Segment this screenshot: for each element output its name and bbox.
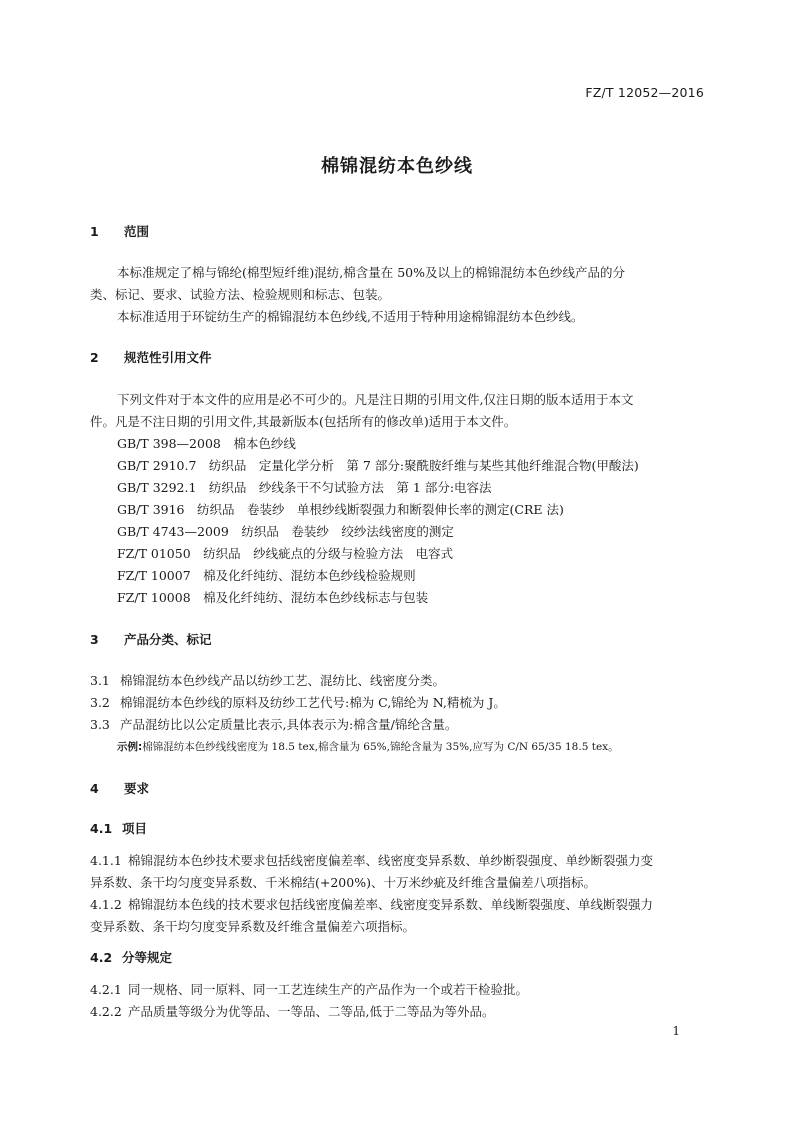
paragraph-line: 下列文件对于本文件的应用是必不可少的。凡是注日期的引用文件,仅注日期的版本适用于本文 (117, 392, 634, 407)
standard-number: FZ/T 12052—2016 (585, 85, 704, 100)
paragraph-line: 本标准规定了棉与锦纶(棉型短纤维)混纺,棉含量在 50%及以上的棉锦混纺本色纱线产品的分 (117, 265, 625, 280)
clause-text: 棉锦混纺本色纱线产品以纺纱工艺、混纺比、线密度分类。 (120, 673, 446, 688)
clause-number: 3.2 (90, 695, 110, 710)
subsection-4-2-heading (90, 948, 172, 966)
paragraph-line: 异系数、条干均匀度变异系数、千米棉结(+200%)、十万米纱疵及纤维含量偏差八项指标。 (90, 875, 596, 890)
paragraph-line: 件。凡是不注日期的引用文件,其最新版本(包括所有的修改单)适用于本文件。 (90, 414, 517, 429)
reference-item: GB/T 3292.1 纺织品 纱线条干不匀试验方法 第 1 部分:电容法 (117, 480, 492, 495)
subsection-4-1-heading (90, 819, 147, 837)
section-title: 要求 (124, 781, 150, 796)
clause-text: 棉锦混纺本色线的技术要求包括线密度偏差率、线密度变异系数、单线断裂强度、单线断裂强力 (128, 897, 654, 912)
example-label: 示例: (117, 741, 143, 753)
subsection-title: 分等规定 (122, 950, 173, 965)
page-number: 1 (672, 1024, 680, 1038)
section-3-heading (90, 630, 212, 648)
clause-4-1-1 (90, 851, 653, 869)
example-note (117, 739, 619, 754)
subsection-number: 4.1 (90, 821, 113, 836)
section-4-heading (90, 779, 149, 797)
clause-text: 棉锦混纺本色纱技术要求包括线密度偏差率、线密度变异系数、单纱断裂强度、单纱断裂强力变 (128, 853, 654, 868)
clause-number: 4.1.1 (90, 853, 122, 868)
clause-3-2 (90, 693, 506, 711)
paragraph-line: 类、标记、要求、试验方法、检验规则和标志、包装。 (90, 287, 391, 302)
clause-text: 棉锦混纺本色纱线的原料及纺纱工艺代号:棉为 C,锦纶为 N,精梳为 J。 (120, 695, 506, 710)
example-text: 棉锦混纺本色纱线线密度为 18.5 tex,棉含量为 65%,锦纶含量为 35%,应写为 C/N 65/35 18.5 tex。 (142, 741, 619, 753)
document-title: 棉锦混纺本色纱线 (321, 156, 473, 177)
section-title: 规范性引用文件 (124, 350, 212, 365)
subsection-title: 项目 (122, 821, 148, 836)
clause-4-1-2 (90, 895, 653, 913)
reference-item: FZ/T 10007 棉及化纤纯纺、混纺本色纱线检验规则 (117, 568, 416, 583)
reference-item: GB/T 398—2008 棉本色纱线 (117, 436, 296, 451)
section-2-heading (90, 348, 212, 366)
section-number: 3 (90, 632, 99, 647)
section-1-heading (90, 222, 149, 240)
section-number: 4 (90, 781, 99, 796)
reference-item: FZ/T 01050 纺织品 纱线疵点的分级与检验方法 电容式 (117, 546, 454, 561)
reference-item: FZ/T 10008 棉及化纤纯纺、混纺本色纱线标志与包装 (117, 590, 429, 605)
paragraph-line: 变异系数、条干均匀度变异系数及纤维含量偏差六项指标。 (90, 919, 416, 934)
clause-4-2-2 (90, 1002, 494, 1020)
subsection-number: 4.2 (90, 950, 113, 965)
clause-number: 3.1 (90, 673, 110, 688)
paragraph-line: 本标准适用于环锭纺生产的棉锦混纺本色纱线,不适用于特种用途棉锦混纺本色纱线。 (117, 309, 584, 324)
clause-text: 同一规格、同一原料、同一工艺连续生产的产品作为一个或若干检验批。 (128, 982, 529, 997)
clause-text: 产品混纺比以公定质量比表示,具体表示为:棉含量/锦纶含量。 (120, 717, 458, 732)
reference-item: GB/T 4743—2009 纺织品 卷装纱 绞纱法线密度的测定 (117, 524, 454, 539)
clause-3-1 (90, 671, 445, 689)
section-title: 产品分类、标记 (124, 632, 212, 647)
reference-item: GB/T 3916 纺织品 卷装纱 单根纱线断裂强力和断裂伸长率的测定(CRE 法) (117, 502, 564, 517)
clause-3-3 (90, 715, 457, 733)
section-title: 范围 (124, 224, 150, 239)
clause-4-2-1 (90, 980, 528, 998)
clause-text: 产品质量等级分为优等品、一等品、二等品,低于二等品为等外品。 (128, 1004, 495, 1019)
clause-number: 3.3 (90, 717, 110, 732)
section-number: 1 (90, 224, 99, 239)
clause-number: 4.2.2 (90, 1004, 122, 1019)
clause-number: 4.1.2 (90, 897, 122, 912)
clause-number: 4.2.1 (90, 982, 122, 997)
reference-item: GB/T 2910.7 纺织品 定量化学分析 第 7 部分:聚酰胺纤维与某些其他纤维混合物(甲酸法) (117, 458, 639, 473)
section-number: 2 (90, 350, 99, 365)
